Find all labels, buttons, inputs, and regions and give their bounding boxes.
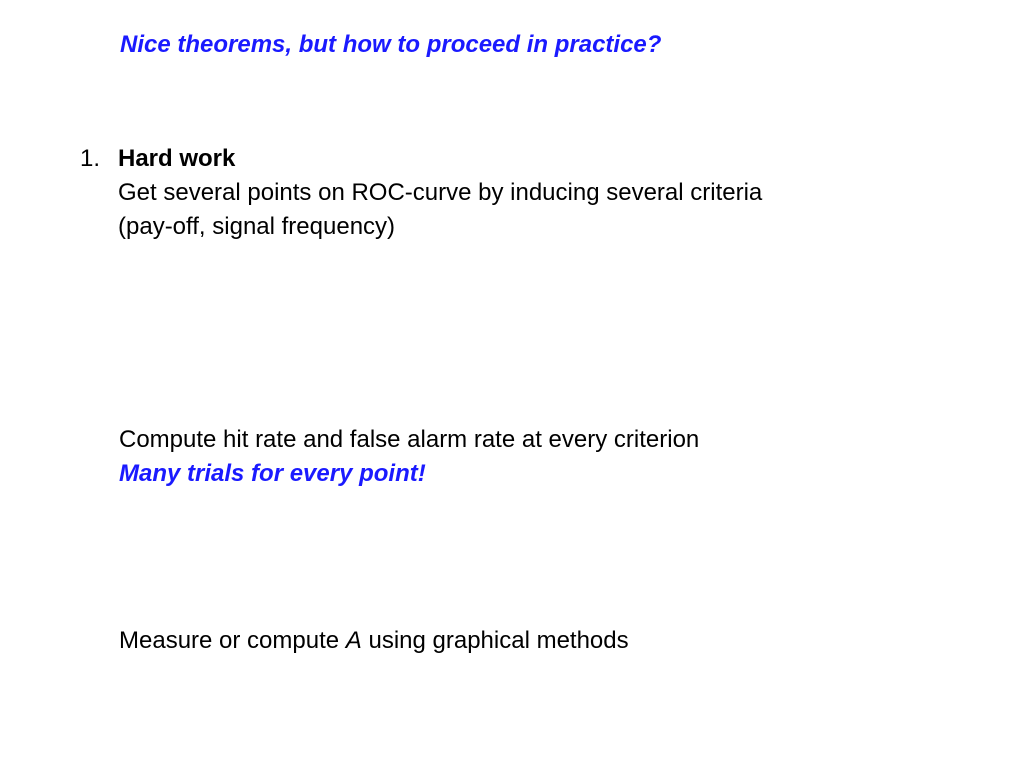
list-item-hard-work xyxy=(80,142,820,244)
list-item-number: 1. xyxy=(80,145,101,172)
list-item-description: Get several points on ROC-curve by inducing several criteria (pay-off, signal frequency) xyxy=(118,179,763,240)
compute-text: Compute hit rate and false alarm rate at every criterion xyxy=(119,426,700,453)
slide-title: Nice theorems, but how to proceed in practice? xyxy=(120,31,662,58)
measure-variable: A xyxy=(345,627,362,654)
list-item-body xyxy=(118,142,820,244)
measure-prefix: Measure or compute xyxy=(119,627,346,654)
measure-block xyxy=(119,624,739,658)
list-item-heading: Hard work xyxy=(118,145,236,172)
compute-emphasis: Many trials for every point! xyxy=(119,460,426,487)
measure-suffix: using graphical methods xyxy=(361,627,629,654)
compute-block xyxy=(119,423,739,491)
